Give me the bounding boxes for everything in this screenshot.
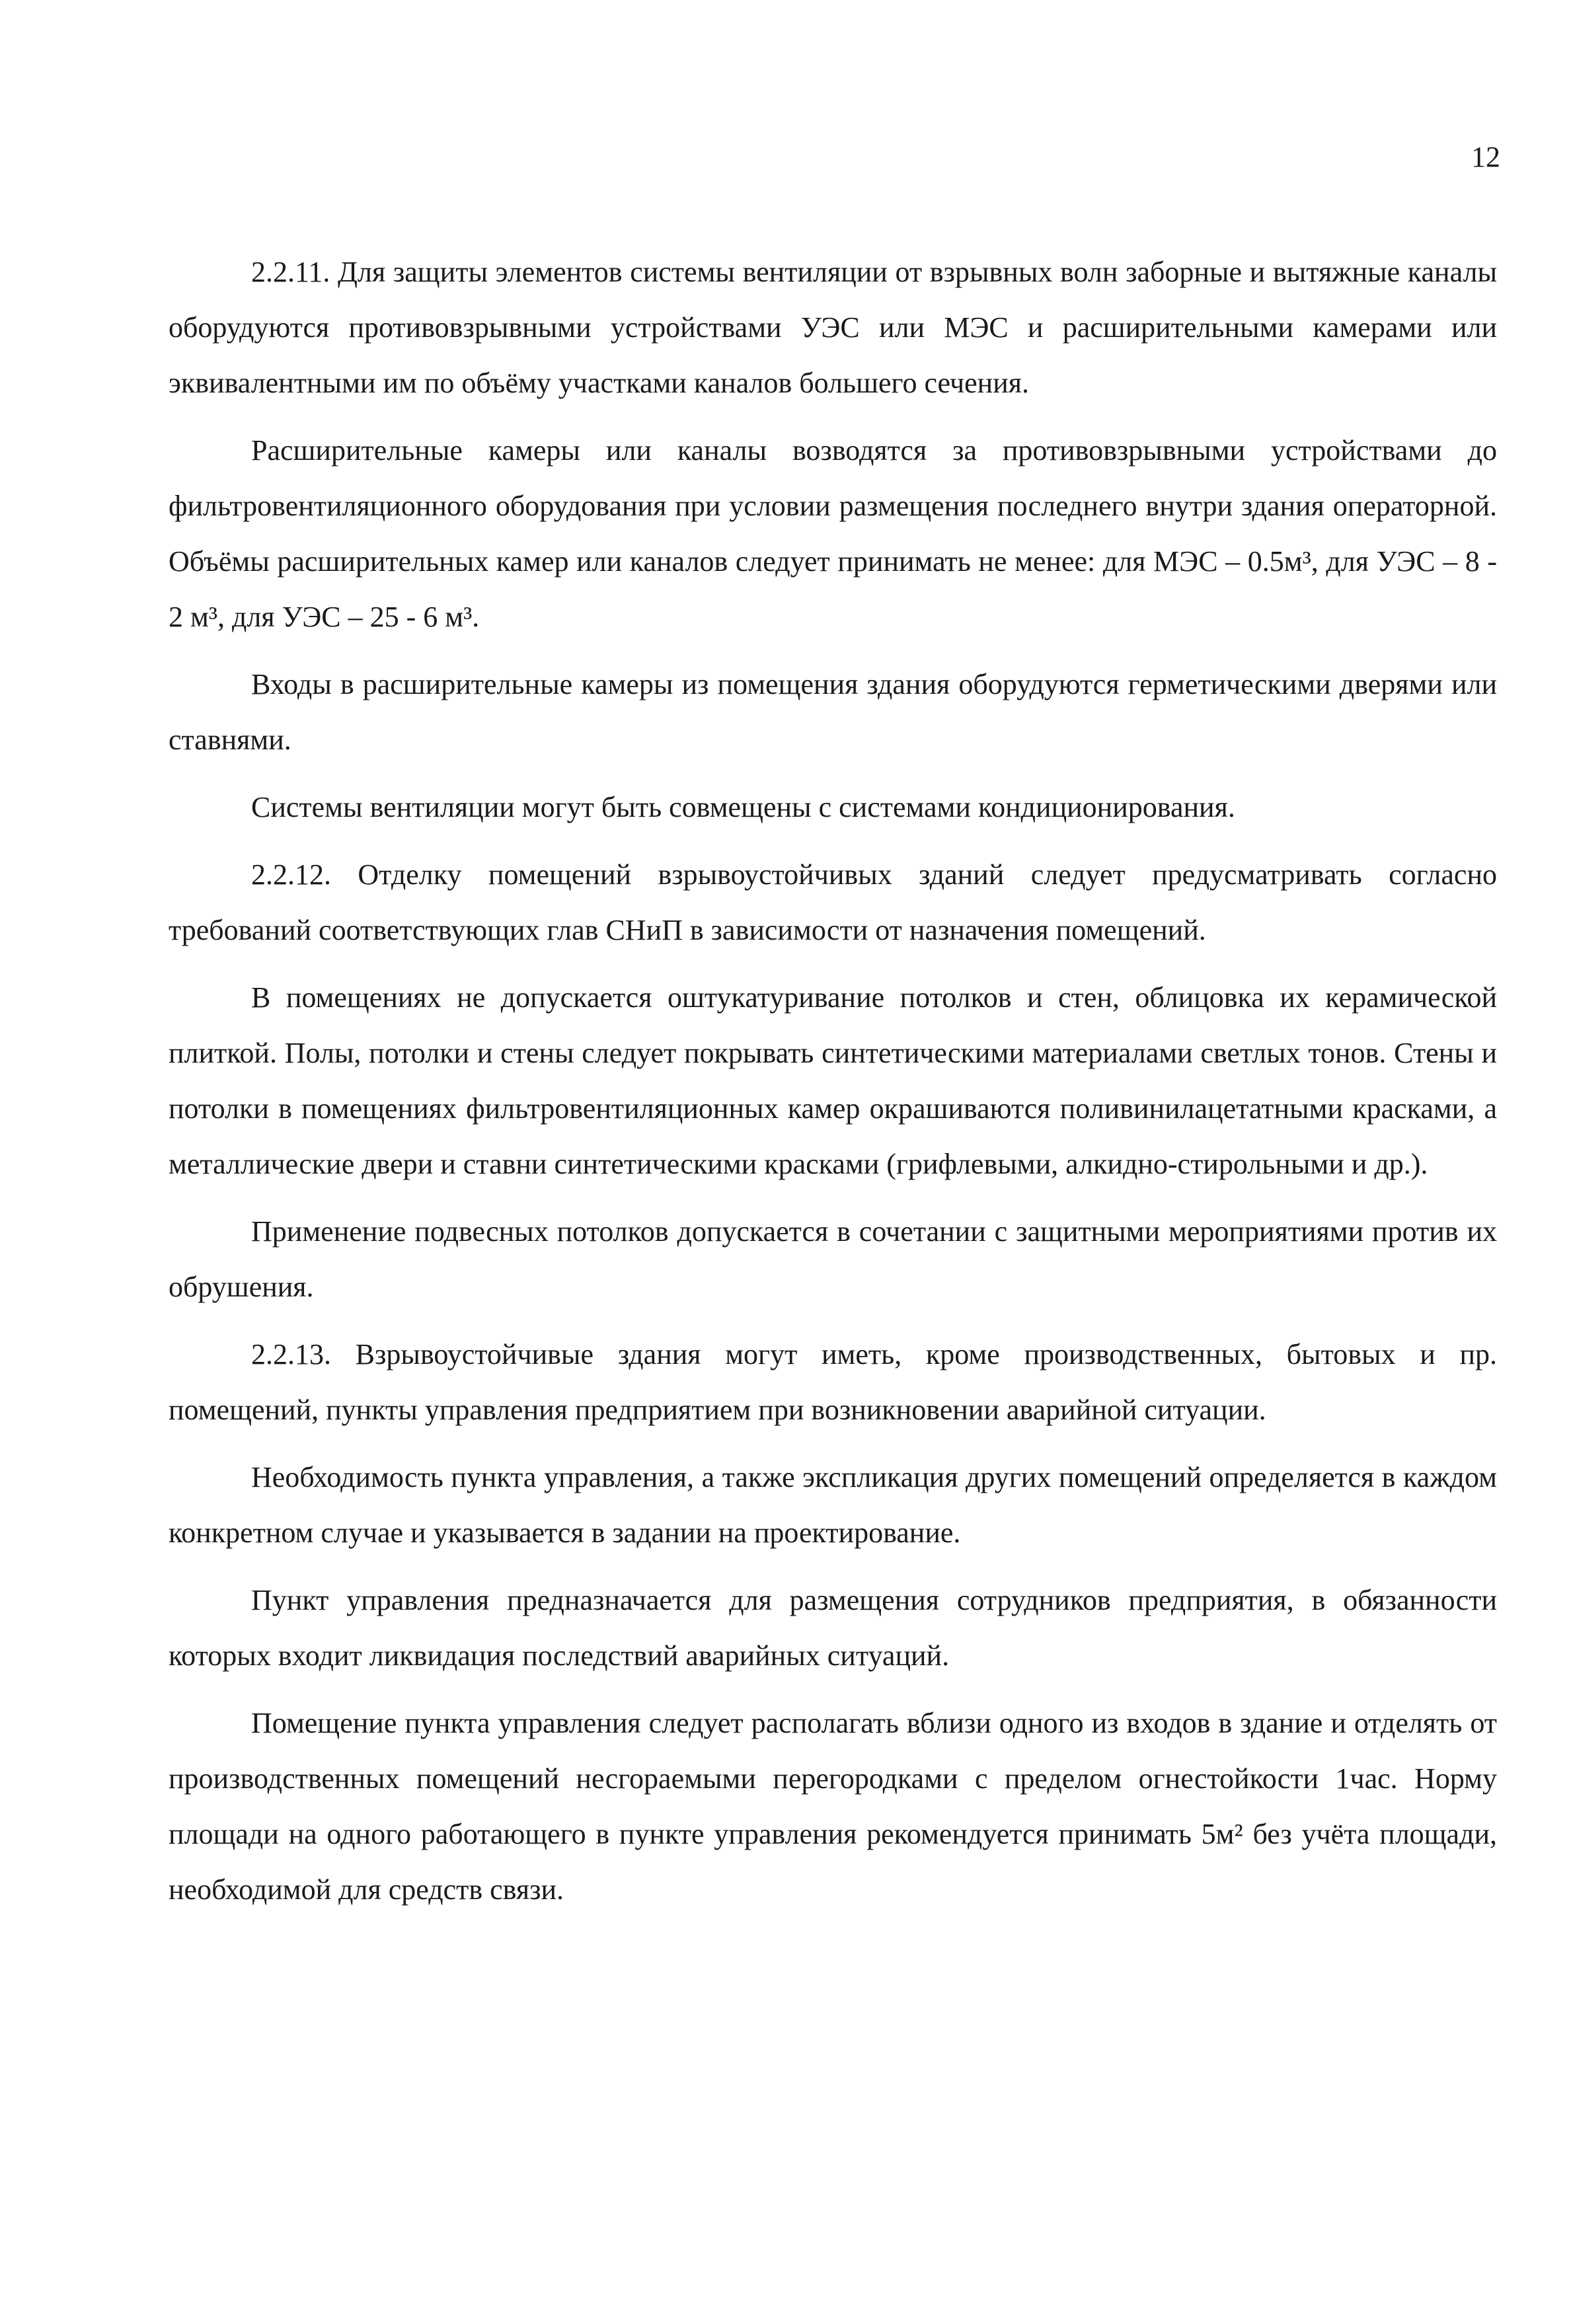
paragraph-2-2-12: 2.2.12. Отделку помещений взрывоустойчивых зданий следует предусматривать согласно требований соответствующих глав СНиП в зависимости от назначения помещений. bbox=[169, 858, 1497, 946]
document-body bbox=[169, 244, 1497, 1930]
paragraph-control-point-purpose: Пункт управления предназначается для размещения сотрудников предприятия, в обязанности которых входит ликвидация последствий аварийных ситуаций. bbox=[169, 1584, 1497, 1672]
paragraph-2-2-11: 2.2.11. Для защиты элементов системы вентиляции от взрывных волн заборные и вытяжные каналы оборудуются противовзрывными устройствами УЭС или МЭС и расширительными камерами или эквивалентными им по объёму участками каналов большего сечения. bbox=[169, 256, 1497, 399]
paragraph-suspended-ceilings: Применение подвесных потолков допускается в сочетании с защитными мероприятиями против их обрушения. bbox=[169, 1215, 1497, 1303]
paragraph-finishing-restrictions: В помещениях не допускается оштукатуривание потолков и стен, облицовка их керамической плиткой. Полы, потолки и стены следует покрывать синтетическими материалами светлых тонов. Стены и потолки в помещениях фильтровентиляционных камер окрашиваются поливинилацетатными красками, а металлические двери и ставни синтетическими красками (грифлевыми, алкидно-стирольными и др.). bbox=[169, 981, 1497, 1180]
page-number: 12 bbox=[1471, 141, 1500, 173]
paragraph-expansion-chambers: Расширительные камеры или каналы возводятся за противовзрывными устройствами до фильтровентиляционного оборудования при условии размещения последнего внутри здания операторной. Объёмы расширительных камер или каналов следует принимать не менее: для МЭС – 0.5м³, для УЭС – 8 - 2 м³, для УЭС – 25 - 6 м³. bbox=[169, 434, 1497, 633]
paragraph-ventilation-systems: Системы вентиляции могут быть совмещены с системами кондиционирования. bbox=[251, 791, 1235, 823]
paragraph-control-point-necessity: Необходимость пункта управления, а также экспликация других помещений определяется в каждом конкретном случае и указывается в задании на проектирование. bbox=[169, 1461, 1497, 1549]
paragraph-chamber-entrances: Входы в расширительные камеры из помещения здания оборудуются герметическими дверями или ставнями. bbox=[169, 668, 1497, 756]
paragraph-2-2-13: 2.2.13. Взрывоустойчивые здания могут иметь, кроме производственных, бытовых и пр. помещений, пункты управления предприятием при возникновении аварийной ситуации. bbox=[169, 1338, 1497, 1426]
paragraph-control-point-location: Помещение пункта управления следует располагать вблизи одного из входов в здание и отделять от производственных помещений несгораемыми перегородками с пределом огнестойкости 1час. Норму площади на одного работающего в пункте управления рекомендуется принимать 5м² без учёта площади, необходимой для средств связи. bbox=[169, 1707, 1497, 1906]
